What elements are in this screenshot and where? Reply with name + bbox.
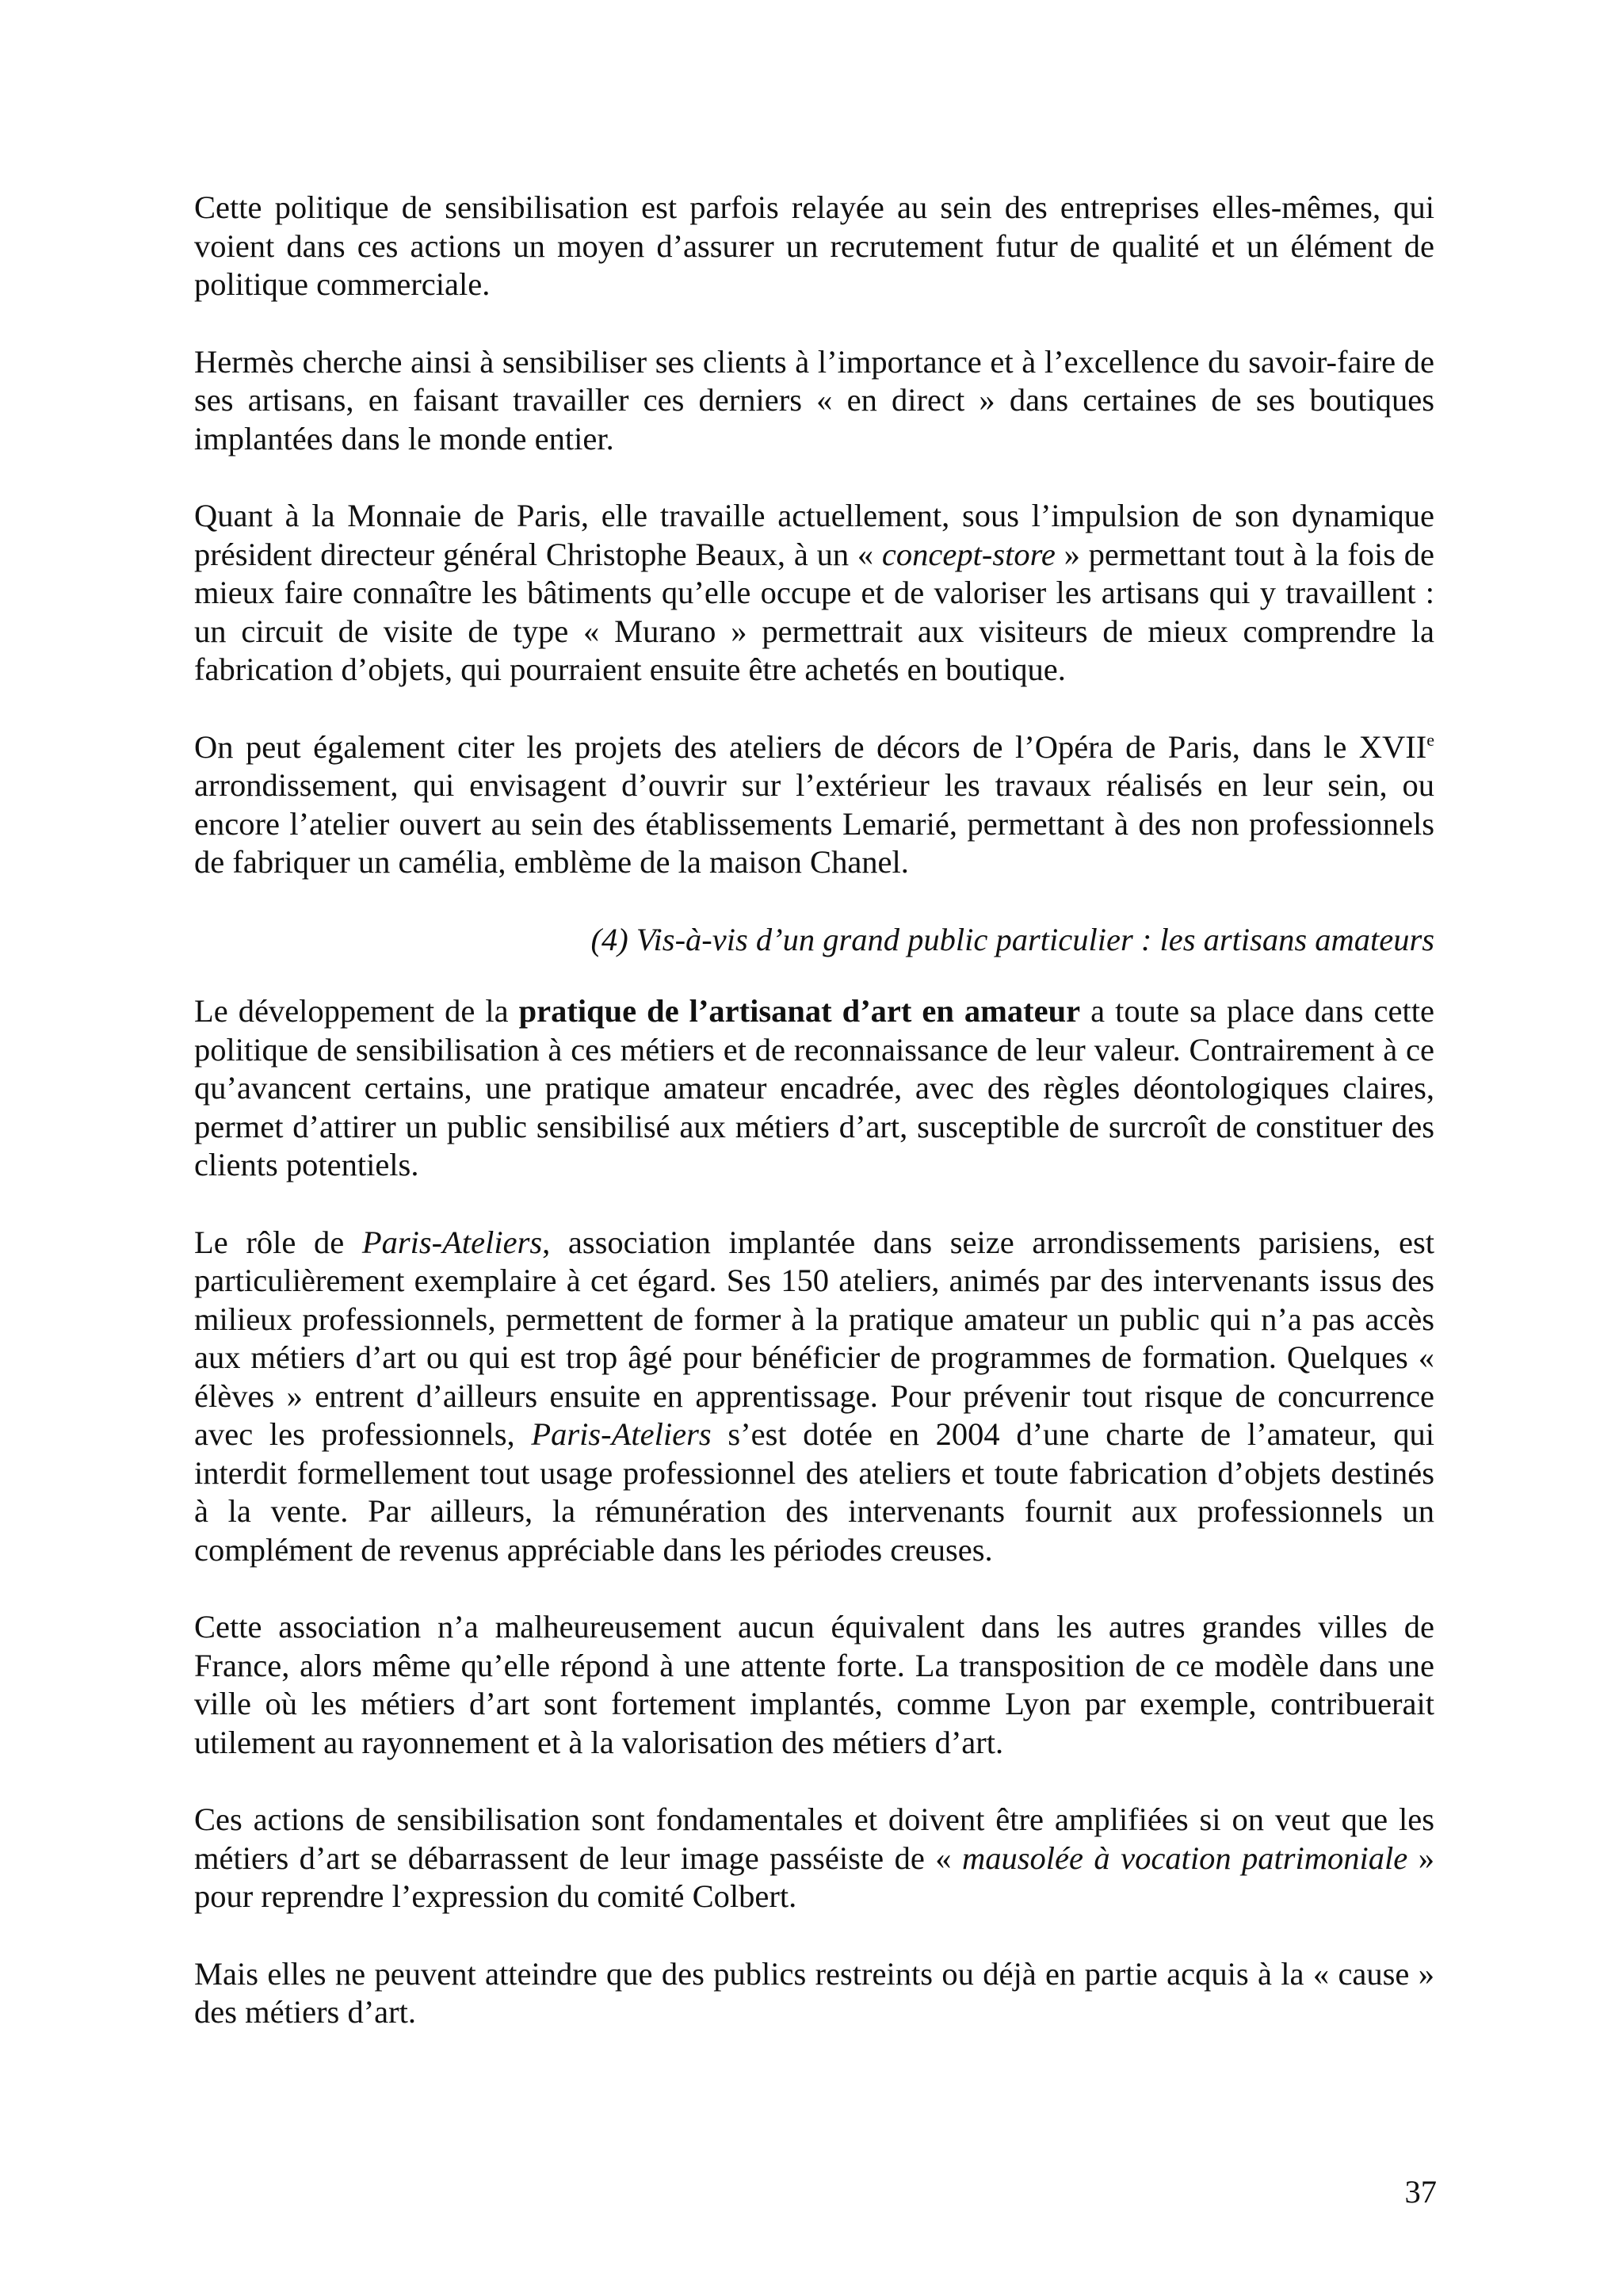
italic-quote-mausolee: mausolée à vocation patrimoniale — [961, 1839, 1408, 1876]
paragraph-paris-ateliers — [194, 1224, 1434, 1570]
paragraph-text: a toute sa place dans cette politique de sensibilisation à ces métiers et de reconnaissance de leur valeur. Contrairement à ce qu’avancent certains, une pratique amateur encadrée, avec des règles déontologiques claires, permet d’attirer un public sensibilisé aux métiers d’art, susceptible de surcroît de constituer des clients potentiels. — [194, 993, 1434, 1182]
paragraph-text: » permettant tout à la fois de mieux faire connaître les bâtiments qu’elle occupe et de valoriser les artisans qui y travaillent : un circuit de visite de type « Murano » permettrait aux visiteurs de mieux comprendre la fabrication d’objets, qui pourraient ensuite être achetés en boutique. — [194, 536, 1434, 687]
paragraph-text: Le rôle de — [194, 1224, 362, 1260]
paragraph-monnaie-de-paris — [194, 497, 1434, 690]
paragraph-association-equivalent: Cette association n’a malheureusement aucun équivalent dans les autres grandes villes de France, alors même qu’elle répond à une attente forte. La transposition de ce modèle dans une ville où les métiers d’art sont fortement implantés, comme Lyon par exemple, contribuerait utilement au rayonnement et à la valorisation des métiers d’art. — [194, 1609, 1434, 1760]
paragraph-opera-de-paris — [194, 728, 1434, 882]
section-heading-artisans-amateurs: (4) Vis-à-vis d’un grand public particulier : les artisans amateurs — [590, 921, 1434, 957]
paragraph-sensibilisation-entreprises: Cette politique de sensibilisation est parfois relayée au sein des entreprises elles-mêmes, qui voient dans ces actions un moyen d’assurer un recrutement futur de qualité et un élément de politique commerciale. — [194, 189, 1434, 302]
document-page — [194, 189, 1434, 2071]
paragraph-text: Quant à la Monnaie de Paris, elle travaille actuellement, sous l’impulsion de son dynamique président directeur général Christophe Beaux, à un « — [194, 498, 1434, 572]
bold-emphasis: pratique de l’artisanat d’art en amateur — [518, 993, 1081, 1029]
italic-name-paris-ateliers: Paris-Ateliers — [531, 1416, 712, 1452]
italic-name-paris-ateliers: Paris-Ateliers — [361, 1224, 543, 1260]
paragraph-text: Le développement de la — [194, 993, 519, 1029]
paragraph-publics-restreints: Mais elles ne peuvent atteindre que des publics restreints ou déjà en partie acquis à la « cause » des métiers d’art. — [194, 1955, 1434, 2030]
italic-term-concept-store: concept-store — [881, 536, 1056, 572]
paragraph-hermes: Hermès cherche ainsi à sensibiliser ses clients à l’importance et à l’excellence du savoir-faire de ses artisans, en faisant travailler ces derniers « en direct » dans certaines de ses boutiques implantées dans le monde entier. — [194, 343, 1434, 457]
paragraph-actions-sensibilisation — [194, 1801, 1434, 1916]
paragraph-text: arrondissement, qui envisagent d’ouvrir sur l’extérieur les travaux réalisés en leur sein, ou encore l’atelier ouvert au sein des établissements Lemarié, permettant à des non professionnels de fabriquer un camélia, emblème de la maison Chanel. — [194, 767, 1434, 880]
paragraph-text: On peut également citer les projets des ateliers de décors de l’Opéra de Paris, dans le XVII — [194, 728, 1427, 765]
paragraph-pratique-amateur — [194, 992, 1434, 1185]
paragraph-text: » pour reprendre l’expression du comité Colbert. — [194, 1839, 1434, 1914]
paragraph-text: , association implantée dans seize arrondissements parisiens, est particulièrement exemplaire à cet égard. Ses 150 ateliers, animés par des intervenants issus des milieux professionnels, permettent de former à la pratique amateur un public qui n’a pas accès aux métiers d’art ou qui est trop âgé pour bénéficier de programmes de formation. Quelques « élèves » entrent d’ailleurs ensuite en apprentissage. Pour prévenir tout risque de concurrence avec les professionnels, — [194, 1224, 1435, 1452]
page-number: 37 — [1404, 2174, 1437, 2210]
paragraph-text: s’est dotée en 2004 d’une charte de l’amateur, qui interdit formellement tout usage professionnel des ateliers et toute fabrication d’objets destinés à la vente. Par ailleurs, la rémunération des intervenants fournit aux professionnels un complément de revenus appréciable dans les périodes creuses. — [194, 1416, 1434, 1568]
superscript-e: e — [1426, 729, 1434, 750]
paragraph-text: Ces actions de sensibilisation sont fondamentales et doivent être amplifiées si on veut que les métiers d’art se débarrassent de leur image passéiste de « — [194, 1801, 1434, 1876]
